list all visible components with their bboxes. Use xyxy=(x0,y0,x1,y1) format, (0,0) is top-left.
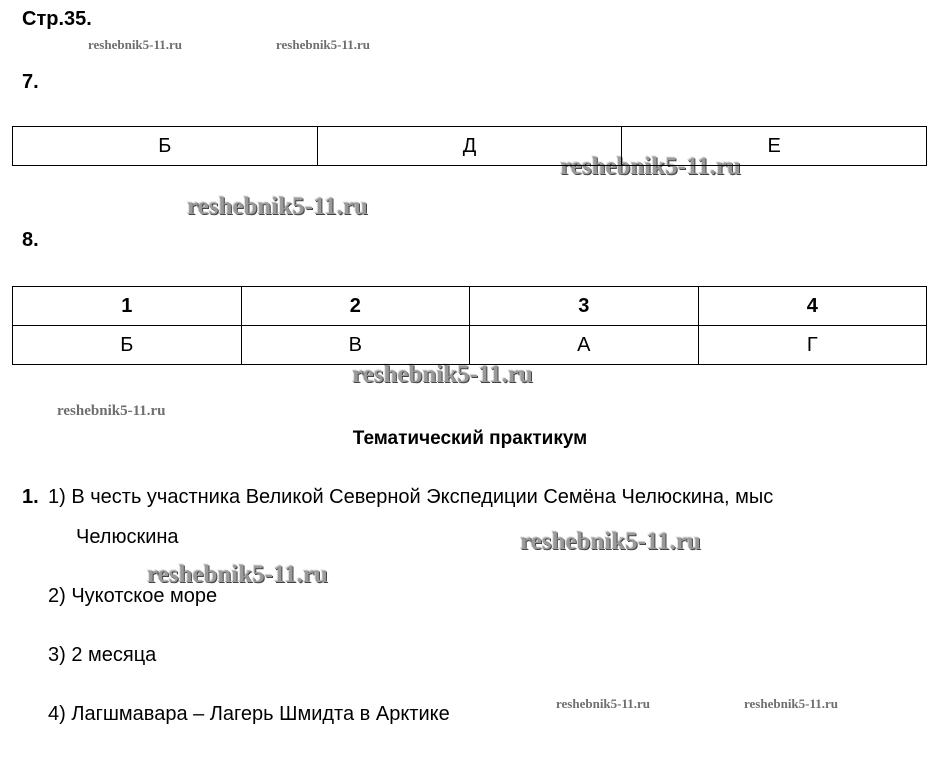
task-7-number: 7. xyxy=(22,71,39,93)
page-title: Стр.35. xyxy=(22,8,92,30)
table-cell: Б xyxy=(13,326,242,365)
watermark: reshebnik5-11.ru xyxy=(276,37,371,52)
table-cell: Г xyxy=(698,326,927,365)
task-7-table xyxy=(12,126,927,166)
table-header-cell: 1 xyxy=(13,287,242,326)
task-8-table xyxy=(12,286,927,365)
task-1-number: 1. xyxy=(22,486,39,508)
watermark: reshebnik5-11.ru xyxy=(187,193,368,220)
table-cell: Д xyxy=(317,127,622,166)
table-row xyxy=(13,127,927,166)
table-header-cell: 2 xyxy=(241,287,470,326)
table-cell: Е xyxy=(622,127,927,166)
watermark: reshebnik5-11.ru xyxy=(352,361,533,388)
answer-item-2: 2) Чукотское море xyxy=(48,585,218,607)
table-row xyxy=(13,287,927,326)
answer-item-4: 4) Лагшмавара – Лагерь Шмидта в Арктике xyxy=(48,703,450,725)
watermark: reshebnik5-11.ru xyxy=(57,403,166,419)
table-header-cell: 3 xyxy=(470,287,699,326)
table-header-cell: 4 xyxy=(698,287,927,326)
task-8-number: 8. xyxy=(22,229,39,251)
table-cell: А xyxy=(470,326,699,365)
table-cell: В xyxy=(241,326,470,365)
answer-item-1-continued: Челюскина xyxy=(76,526,179,548)
watermark: reshebnik5-11.ru xyxy=(88,37,183,52)
answer-item-1: 1) В честь участника Великой Северной Экспедиции Семёна Челюскина, мыс xyxy=(48,486,774,508)
watermark: reshebnik5-11.ru xyxy=(744,696,839,711)
watermark: reshebnik5-11.ru xyxy=(147,561,328,588)
table-cell: Б xyxy=(13,127,318,166)
watermark: reshebnik5-11.ru xyxy=(520,528,701,555)
section-title: Тематический практикум xyxy=(352,428,588,449)
watermark: reshebnik5-11.ru xyxy=(560,153,741,180)
answer-item-3: 3) 2 месяца xyxy=(48,644,157,666)
table-row xyxy=(13,326,927,365)
watermark: reshebnik5-11.ru xyxy=(556,696,651,711)
